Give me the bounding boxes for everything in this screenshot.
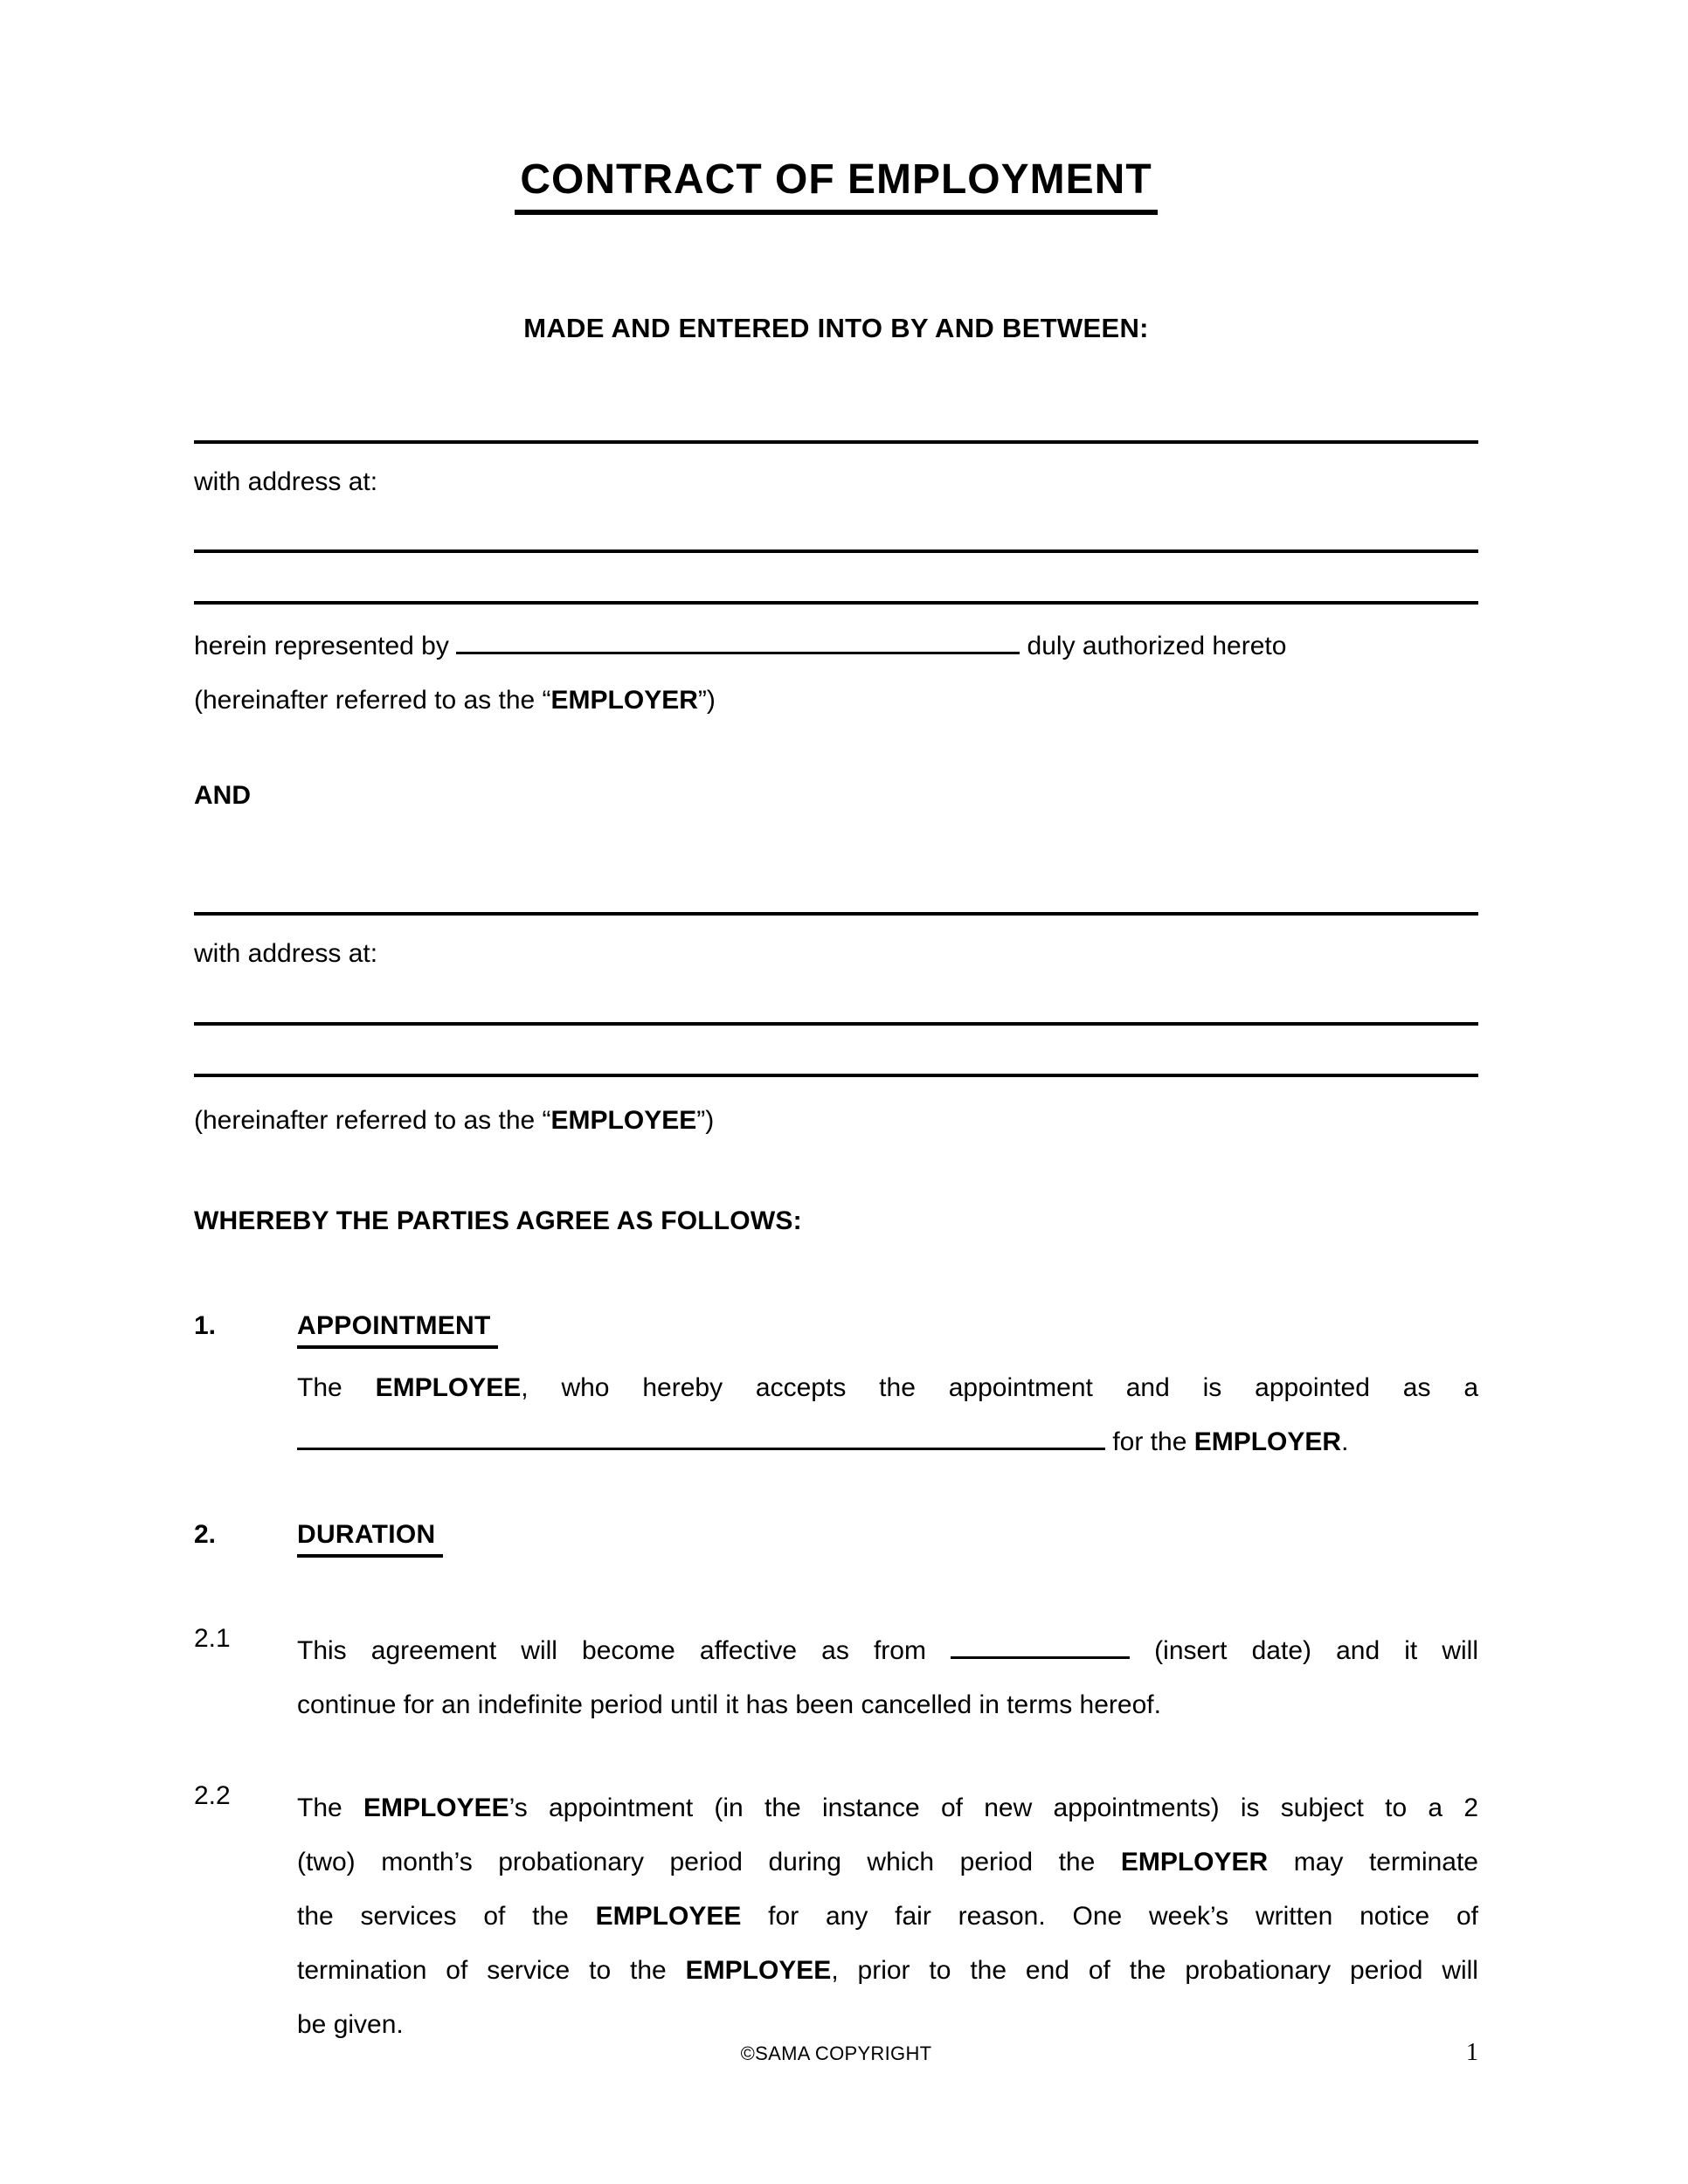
and-label: AND	[194, 781, 251, 810]
section-1-line-2	[297, 1415, 1478, 1469]
clause-2-2	[194, 1781, 1478, 2052]
text-segment: may terminate	[1268, 1848, 1478, 1876]
fill-in-blank	[456, 651, 1020, 654]
copyright-notice: ©SAMA COPYRIGHT	[740, 2042, 932, 2064]
clause-2-2-line-2	[297, 1835, 1478, 1890]
page-title: CONTRACT OF EMPLOYMENT	[515, 156, 1157, 215]
text-segment: EMPLOYEE	[363, 1794, 509, 1822]
clause-2-2-number: 2.2	[194, 1781, 231, 1810]
employee-address-fill-in-line-2	[194, 1074, 1478, 1077]
text-segment: continue for an indefinite period until it has been cancelled in terms hereof.	[297, 1690, 1161, 1719]
text-segment: duly authorized hereto	[1020, 632, 1287, 660]
employer-name-fill-in-line	[194, 440, 1478, 444]
text-segment: herein represented by	[194, 632, 457, 660]
clause-2-1-line-1	[297, 1624, 1478, 1678]
employer-address-label: with address at:	[194, 467, 378, 496]
section-2-number: 2.	[194, 1520, 217, 1549]
section-1-title: APPOINTMENT	[297, 1311, 498, 1349]
text-segment: for the	[1105, 1427, 1194, 1456]
section-1-number: 1.	[194, 1311, 217, 1340]
employee-address-fill-in-line-1	[194, 1022, 1478, 1026]
section-1-body	[297, 1361, 1478, 1469]
text-segment: EMPLOYER	[1120, 1848, 1269, 1876]
text-segment: This agreement will become affective as from	[297, 1636, 951, 1665]
text-segment: the services of the	[297, 1902, 596, 1931]
text-segment: ”)	[696, 1106, 715, 1135]
title-wrap	[194, 156, 1478, 215]
text-segment: EMPLOYER	[1193, 1427, 1342, 1456]
clause-2-1	[194, 1624, 1478, 1732]
clause-2-1-body	[297, 1624, 1478, 1732]
text-segment: , who hereby accepts the appointment and is appointed as a	[521, 1373, 1479, 1402]
employer-address-fill-in-line-1	[194, 549, 1478, 553]
section-2-title: DURATION	[297, 1520, 443, 1558]
text-segment: .	[1341, 1427, 1349, 1456]
text-segment: (hereinafter referred to as the “	[194, 686, 551, 715]
document-content	[194, 0, 1478, 2052]
text-segment: (two) month’s probationary period during which period the	[297, 1848, 1121, 1876]
text-segment: EMPLOYEE	[595, 1902, 742, 1931]
text-segment: The	[297, 1794, 363, 1822]
text-segment: ”)	[697, 686, 716, 715]
clause-2-2-body	[297, 1781, 1478, 2052]
text-segment: (hereinafter referred to as the “	[194, 1106, 551, 1135]
employee-address-label: with address at:	[194, 939, 378, 968]
employee-hereinafter-line	[194, 1103, 1478, 1138]
text-segment: The	[297, 1373, 376, 1402]
text-segment: EMPLOYER	[550, 686, 698, 715]
text-segment: EMPLOYEE	[685, 1956, 832, 1985]
text-segment: (insert date) and it will	[1130, 1636, 1479, 1665]
section-2-heading	[194, 1520, 1478, 1558]
section-1-heading	[194, 1311, 1478, 1349]
whereby-heading: WHEREBY THE PARTIES AGREE AS FOLLOWS:	[194, 1206, 802, 1235]
document-subtitle: MADE AND ENTERED INTO BY AND BETWEEN:	[523, 313, 1149, 343]
employer-address-fill-in-line-2	[194, 601, 1478, 605]
clause-2-1-line-2	[297, 1678, 1478, 1732]
text-segment: be given.	[297, 2010, 404, 2039]
page-number: 1	[1466, 2039, 1478, 2066]
employer-hereinafter-line	[194, 683, 1478, 718]
text-segment: termination of service to the	[297, 1956, 686, 1985]
clause-2-1-number: 2.1	[194, 1624, 231, 1653]
text-segment: ’s appointment (in the instance of new appointments) is subject to a 2	[508, 1794, 1479, 1822]
fill-in-blank	[297, 1447, 1105, 1450]
section-1-line-1	[297, 1361, 1478, 1415]
clause-2-2-line-4	[297, 1944, 1478, 1998]
clause-2-2-line-1	[297, 1781, 1478, 1835]
employer-represented-line	[194, 629, 1478, 664]
fill-in-blank	[951, 1655, 1130, 1659]
text-segment: EMPLOYEE	[550, 1106, 697, 1135]
text-segment: EMPLOYEE	[375, 1373, 522, 1402]
text-segment: for any fair reason. One week’s written notice of	[741, 1902, 1478, 1931]
clause-2-2-line-3	[297, 1890, 1478, 1944]
text-segment: , prior to the end of the probationary period will	[831, 1956, 1478, 1985]
employee-name-fill-in-line	[194, 912, 1478, 916]
